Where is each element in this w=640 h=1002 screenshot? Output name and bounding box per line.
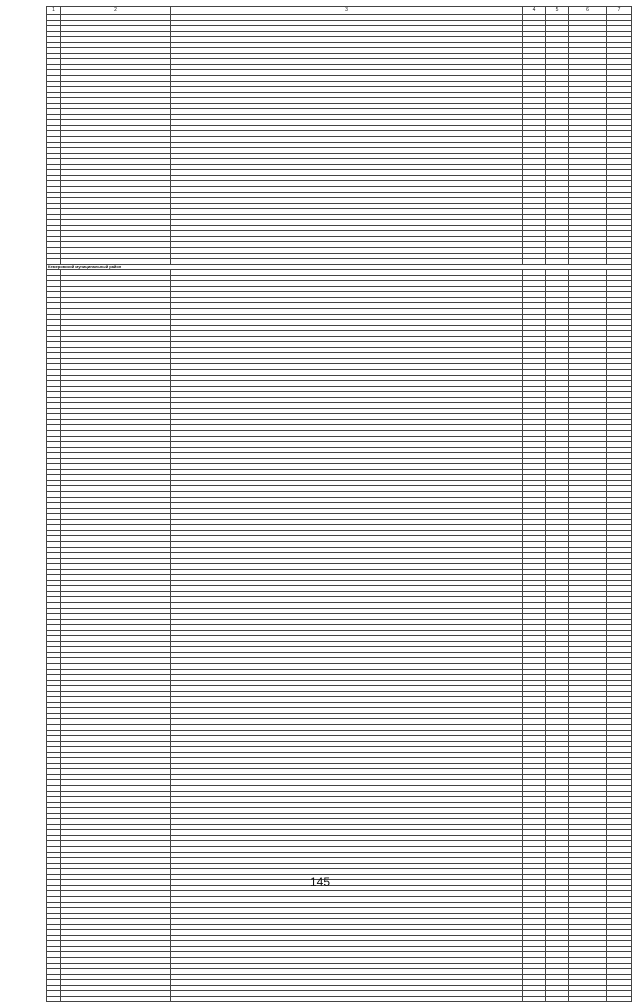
header-col-1: 1 bbox=[47, 7, 61, 15]
table-header-row bbox=[47, 7, 632, 15]
table-cell bbox=[607, 996, 632, 1002]
table-row bbox=[47, 996, 632, 1002]
capital-repair-register-table bbox=[46, 6, 632, 1002]
header-col-4: 4 bbox=[523, 7, 546, 15]
table-cell bbox=[171, 996, 523, 1002]
header-col-7: 7 bbox=[607, 7, 632, 15]
header-col-3: 3 bbox=[171, 7, 523, 15]
section-heading: Кемеровский муниципальный район bbox=[47, 264, 632, 270]
header-col-5: 5 bbox=[546, 7, 569, 15]
header-col-6: 6 bbox=[569, 7, 607, 15]
table-cell bbox=[47, 996, 61, 1002]
page-number: 145 bbox=[309, 875, 331, 889]
table-cell bbox=[569, 996, 607, 1002]
table-cell bbox=[523, 996, 546, 1002]
table-cell bbox=[61, 996, 171, 1002]
header-col-2: 2 bbox=[61, 7, 171, 15]
table-cell bbox=[546, 996, 569, 1002]
